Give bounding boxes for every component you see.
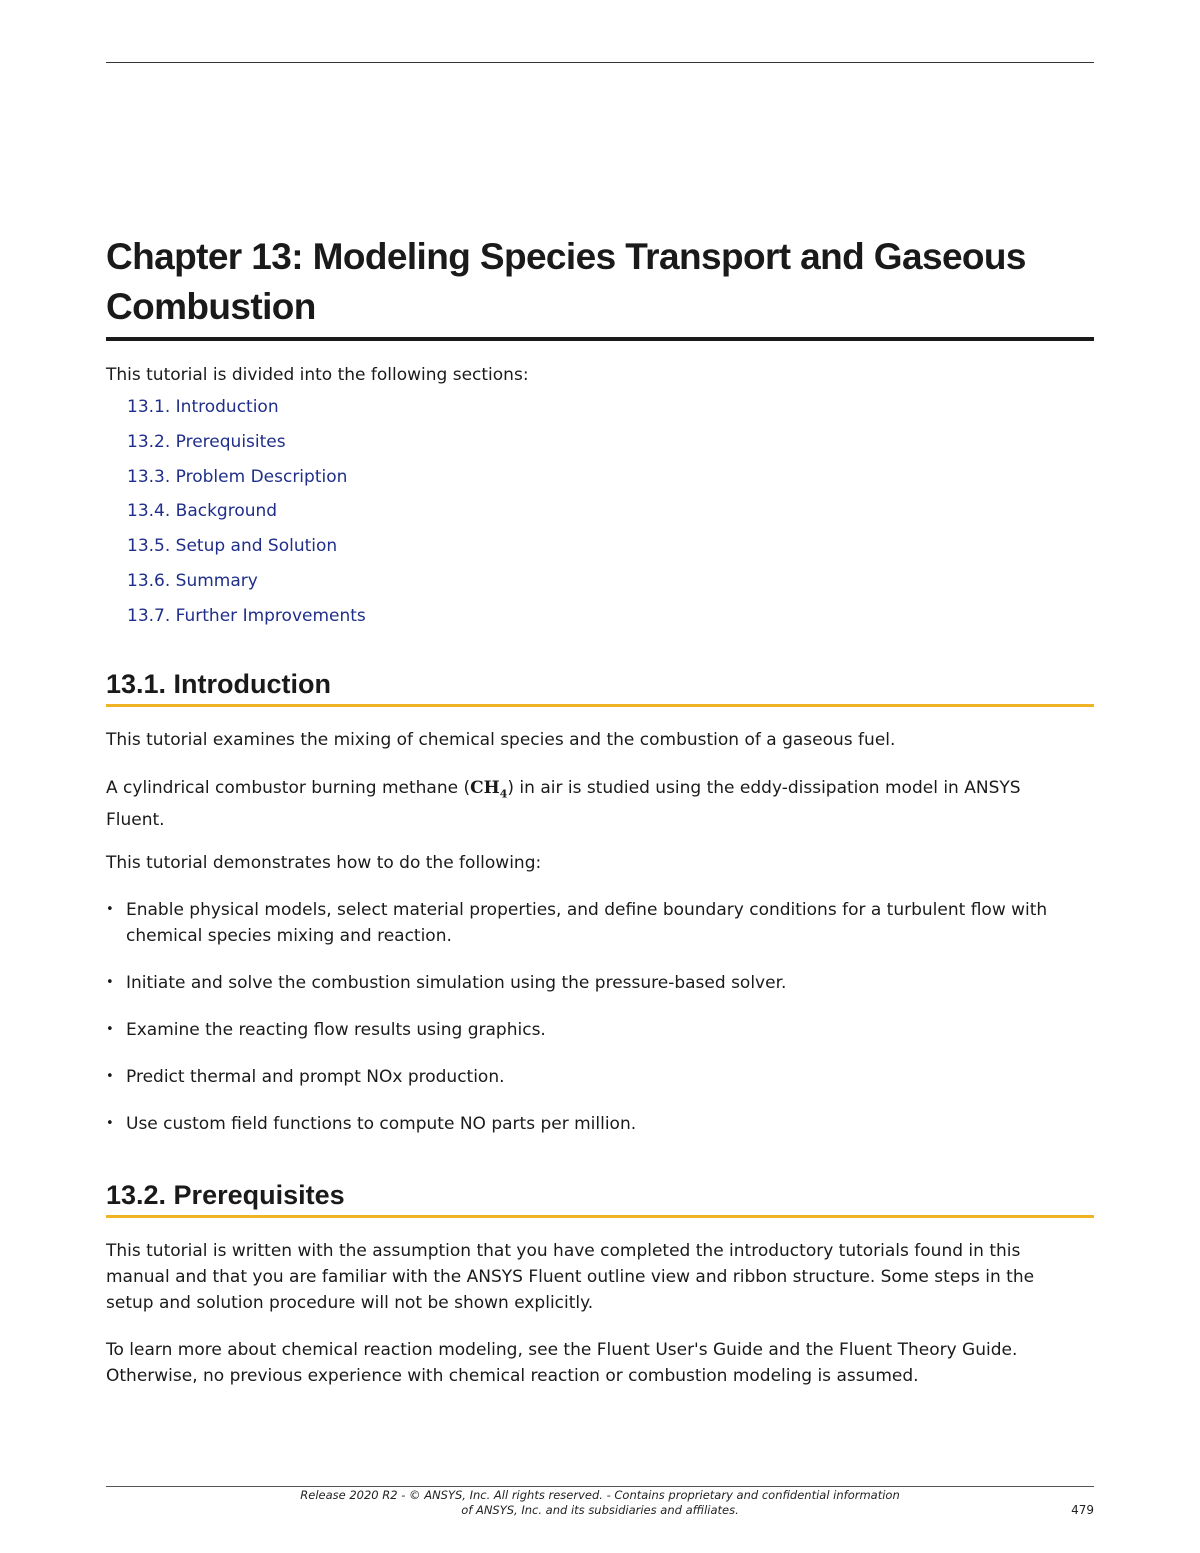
toc-item[interactable] — [127, 464, 366, 499]
intro-p2-after: ) in air is studied using the eddy-dissipation model in ANSYS Fluent. — [106, 778, 1021, 831]
toc-link-introduction[interactable]: 13.1. Introduction — [127, 397, 279, 417]
chapter-title: Chapter 13: Modeling Species Transport and Gaseous Combustion — [106, 236, 1026, 327]
toc-item[interactable] — [127, 603, 366, 638]
section-rule-prerequisites — [106, 1215, 1094, 1218]
footer-rule — [106, 1486, 1094, 1487]
toc-link-background[interactable]: 13.4. Background — [127, 501, 278, 522]
footer-line-2: of ANSYS, Inc. and its subsidiaries and affiliates. — [461, 1503, 739, 1517]
bullet-icon: • — [106, 1116, 114, 1131]
list-item: • Use custom field functions to compute NO parts per million. — [106, 1111, 1096, 1137]
methane-formula: $CH_4$ — [470, 778, 508, 801]
intro-p2-before: A cylindrical combustor burning methane ( — [106, 778, 471, 798]
intro-paragraph-1: This tutorial examines the mixing of chemical species and the combustion of a gaseous fuel. — [106, 730, 896, 750]
list-item: • Predict thermal and prompt NOx production. — [106, 1064, 1096, 1090]
toc-item[interactable] — [127, 394, 366, 429]
toc-item[interactable] — [127, 429, 366, 464]
prereq-paragraph-2: To learn more about chemical reaction modeling, see the Fluent User's Guide and the Fluent Theory Guide. Otherwise, no previous experience with chemical reaction or combustion modeling is assumed. — [106, 1340, 1018, 1386]
section-title-prerequisites: 13.2. Prerequisites — [106, 1180, 345, 1210]
header-rule — [106, 62, 1094, 63]
bullet-icon: • — [106, 975, 114, 990]
intro-paragraph-3: This tutorial demonstrates how to do the following: — [106, 853, 542, 873]
toc-link-setup-and-solution[interactable]: 13.5. Setup and Solution — [127, 536, 338, 557]
bullet-icon: • — [106, 902, 114, 917]
table-of-contents — [127, 394, 366, 638]
toc-link-problem-description[interactable]: 13.3. Problem Description — [127, 466, 348, 487]
prereq-paragraph-1: This tutorial is written with the assumption that you have completed the introductory tutorials found in this manual and that you are familiar with the ANSYS Fluent outline view and ribbon structure. Some steps in the setup and solution procedure will not be shown explicitly. — [106, 1241, 1035, 1313]
section-rule-introduction — [106, 704, 1094, 707]
page-number: 479 — [1071, 1503, 1094, 1517]
toc-link-prerequisites[interactable]: 13.2. Prerequisites — [127, 431, 286, 452]
toc-item[interactable] — [127, 533, 366, 568]
list-item: • Examine the reacting flow results using graphics. — [106, 1017, 1096, 1043]
toc-link-summary[interactable]: 13.6. Summary — [127, 570, 258, 591]
footer-legal — [106, 1488, 1094, 1518]
intro-paragraph-2 — [106, 775, 1066, 833]
objectives-list — [106, 897, 1096, 1158]
bullet-icon: • — [106, 1069, 114, 1084]
list-item: • Enable physical models, select material properties, and define boundary conditions for a turbulent flow with chemical species mixing and reaction. — [106, 897, 1096, 949]
section-title-introduction: 13.1. Introduction — [106, 669, 332, 699]
chapter-title-rule — [106, 337, 1094, 341]
bullet-icon: • — [106, 1022, 114, 1037]
toc-intro: This tutorial is divided into the following sections: — [106, 365, 529, 385]
toc-link-further-improvements[interactable]: 13.7. Further Improvements — [127, 605, 366, 626]
list-item: • Initiate and solve the combustion simulation using the pressure-based solver. — [106, 970, 1096, 996]
footer-line-1: Release 2020 R2 - © ANSYS, Inc. All rights reserved. - Contains proprietary and confidential information — [300, 1488, 900, 1502]
toc-item[interactable] — [127, 498, 366, 533]
toc-item[interactable] — [127, 568, 366, 603]
